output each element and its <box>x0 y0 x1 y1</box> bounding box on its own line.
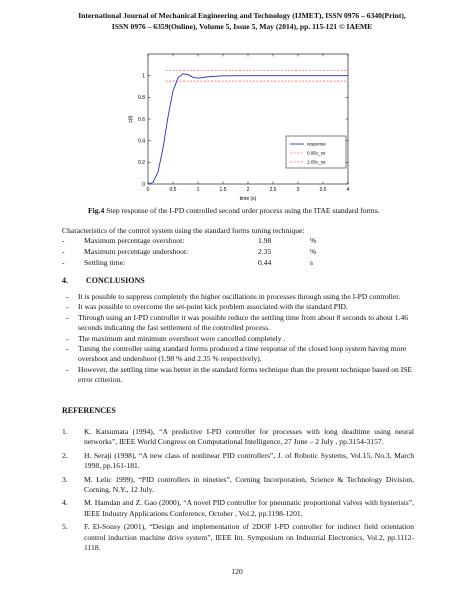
list-item: - It is possible to suppress completely the higher oscillations in processes through using the I-PD controller. <box>66 292 401 301</box>
x-tick-label: 0 <box>146 187 150 193</box>
conclusion-text: However, the settling time was better in the standard forms technique than the present technique based on ISE error criterion. <box>78 364 413 385</box>
conclusion-text: It was possible to overcome the set-point kick problem associated with the standard PID. <box>78 302 348 312</box>
conclusion-text: Through using an I-PD controller it was possible reduce the settling time from about 8 seconds to about 1.46 seconds indicating the fast settlement of the controlled process. <box>78 312 409 333</box>
references-heading: REFERENCES <box>62 406 116 415</box>
reference-number: 4. <box>62 498 68 508</box>
section-title: CONCLUSIONS <box>86 276 145 285</box>
metric-unit: % <box>310 236 317 245</box>
metric-unit: % <box>310 247 317 256</box>
y-tick-label: 1 <box>142 73 145 80</box>
y-axis-label: c(t) <box>128 115 134 123</box>
x-tick-label: 3.5 <box>319 187 327 193</box>
list-item: - The maximum and minimum overshoot were cancelled completely . <box>66 333 286 343</box>
x-tick-label: 1 <box>196 187 200 193</box>
chart-legend <box>286 136 346 168</box>
conclusion-text: The maximum and minimum overshoot were cancelled completely . <box>78 333 286 343</box>
reference-text: K. Katsumata (1994), “A predictive I-PD controller for processes with long deadtime using neural networks”, IEEE World Congress on Computational Intelligence, 27 June – 2 July , pp.3154-3157. <box>84 427 414 447</box>
y-tick-label: 0.4 <box>138 138 145 145</box>
reference-item <box>62 451 414 472</box>
figure-caption-label: Fig.4 <box>88 206 105 215</box>
header-line-2: ISSN 0976 – 6359(Online), Volume 5, Issue 5, May (2014), pp. 115-121 © IAEME <box>111 22 373 31</box>
characteristics-intro: Characteristics of the control system using the standard forms tuning technique: <box>62 226 305 235</box>
metric-dash: - <box>62 236 65 245</box>
metric-dash: - <box>62 258 65 267</box>
x-tick-label: 2 <box>246 187 250 193</box>
reference-item <box>62 475 414 496</box>
conclusion-text: Tuning the controller using standard forms produced a time response of the closed loop system having more overshoot and undershoot (1.98 % and 2.35 % respectively). <box>78 344 407 364</box>
metric-unit: s <box>310 258 313 267</box>
step-response-chart <box>118 46 358 206</box>
metric-dash: - <box>62 247 65 256</box>
reference-text: H. Seraji (1998), “A new class of nonlinear PID controllers”, J. of Robotic Systems, Vol.15, No.3, March 1998, pp.161-181. <box>84 450 414 471</box>
x-axis-label: time (s) <box>239 196 257 202</box>
section-number: 4. <box>62 276 68 285</box>
reference-text: M. Lelic 1999), “PID controllers in nineties”, Corning Incorporation, Science & Technology Division, Corning, N.Y., 12 July. <box>84 474 414 495</box>
reference-item <box>62 498 414 519</box>
y-tick-label: 0 <box>142 181 145 188</box>
reference-number: 1. <box>62 427 68 436</box>
reference-text: M. Hamdan and Z. Gao (2000), “A novel PID controller for pneumatic proportional valves with hysterisis”, IEEE Industry Applications Conference, October , Vol.2, pp.1198-1201. <box>84 498 414 518</box>
metric-label: Maximum percentage undershoot: <box>84 247 189 256</box>
x-tick-label: 0.5 <box>169 187 177 193</box>
conclusions-heading <box>62 276 145 285</box>
x-tick-label: 2.5 <box>269 187 277 193</box>
metric-label: Maximum percentage overshoot: <box>84 236 185 245</box>
legend-label: 1.05c_ss <box>307 159 326 165</box>
journal-header <box>62 10 422 32</box>
references-list <box>62 427 414 556</box>
x-tick-label: 3 <box>296 187 300 193</box>
reference-number: 2. <box>62 450 68 460</box>
metric-value: 2.35 <box>258 247 272 256</box>
figure-caption <box>88 206 380 215</box>
metric-value: 1.98 <box>258 236 272 245</box>
reference-item <box>62 522 414 553</box>
x-tick-label: 4 <box>346 187 350 193</box>
step-response-figure <box>118 46 358 206</box>
legend-label: response <box>307 141 326 147</box>
header-line-1: International Journal of Mechanical Engineering and Technology (IJMET), ISSN 0976 – 6340(Print), <box>78 11 406 20</box>
figure-caption-text: Step response of the I-PD controlled second order process using the ITAE standard forms. <box>104 206 380 215</box>
page-number: 120 <box>231 567 243 576</box>
reference-number: 3. <box>62 474 68 484</box>
reference-item <box>62 427 414 448</box>
conclusion-text: It is possible to suppress completely the higher oscillations in processes through using the I-PD controller. <box>78 292 401 301</box>
y-tick-label: 0.8 <box>138 95 145 102</box>
reference-number: 5. <box>62 522 68 532</box>
list-item: - It was possible to overcome the set-point kick problem associated with the standard PID. <box>66 302 348 312</box>
conclusions-list <box>62 292 414 386</box>
x-tick-label: 1.5 <box>219 187 227 193</box>
reference-text: F. El-Sousy (2001), “Design and implementation of 2DOF I-PD controller for indirect field orientation control induction machine drive system”, IEEE Int. Symposium on Industrial Electronics, Vol.2, pp.1112-1118. <box>84 522 414 553</box>
legend-label: 0.95c_ss <box>307 150 326 156</box>
metric-label: Settling time: <box>84 258 126 267</box>
list-item: - However, the settling time was better in the standard forms technique than the present technique based on ISE error criterion. <box>66 364 413 385</box>
y-tick-label: 0.2 <box>138 160 145 167</box>
y-tick-label: 0.6 <box>138 116 145 123</box>
list-item: - Tuning the controller using standard forms produced a time response of the closed loop system having more overshoot and undershoot (1.98 % and 2.35 % respectively). <box>66 344 407 364</box>
list-item: - Through using an I-PD controller it was possible reduce the settling time from about 8 seconds to about 1.46 seconds indicating the fast settlement of the controlled process. <box>66 312 409 333</box>
metric-value: 0.44 <box>258 258 272 267</box>
